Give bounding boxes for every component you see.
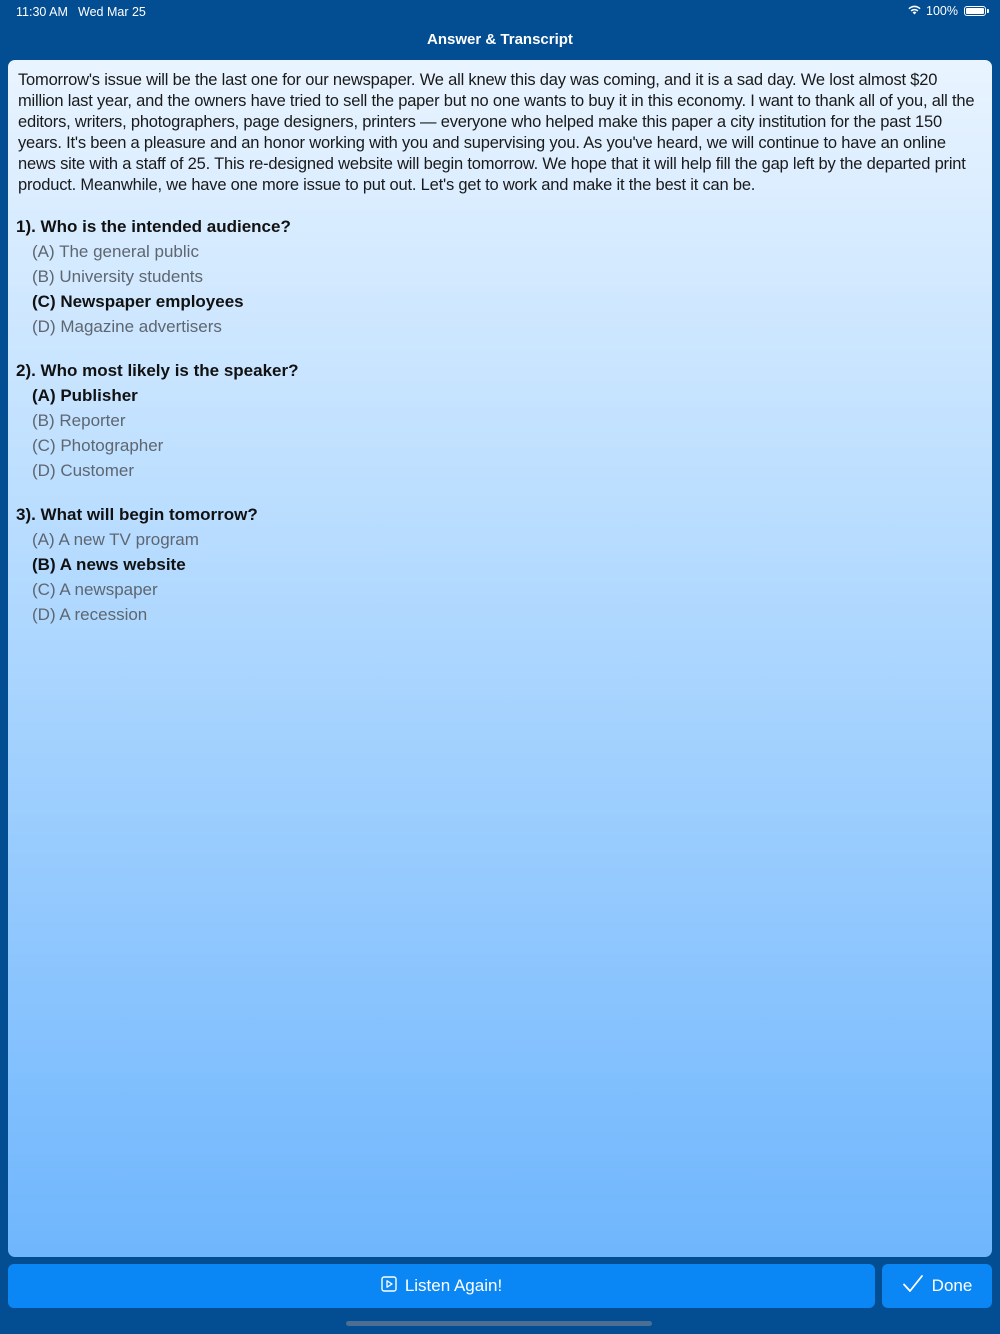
status-time: 11:30 AM bbox=[16, 5, 68, 19]
answer-option-correct: (B) A news website bbox=[32, 555, 186, 574]
question-list bbox=[18, 214, 982, 627]
battery-percent: 100% bbox=[926, 4, 958, 18]
question-block bbox=[18, 214, 982, 339]
status-indicators bbox=[907, 4, 986, 18]
question-text: 1). Who is the intended audience? bbox=[16, 217, 291, 236]
battery-icon bbox=[964, 6, 986, 16]
answer-option-correct: (C) Newspaper employees bbox=[32, 292, 244, 311]
question-text: 2). Who most likely is the speaker? bbox=[16, 361, 299, 380]
answer-panel[interactable] bbox=[8, 60, 992, 1257]
answer-option: (C) Photographer bbox=[32, 436, 164, 455]
answer-option: (B) Reporter bbox=[32, 411, 126, 430]
question-text: 3). What will begin tomorrow? bbox=[16, 505, 258, 524]
status-bar bbox=[0, 0, 1000, 24]
transcript-text: Tomorrow's issue will be the last one for our newspaper. We all knew this day was coming, and it is a sad day. We lost almost $20 million last year, and the owners have tried to sell the paper but no one wants to buy it in this economy. I want to thank all of you, all the editors, writers, photographers, page designers, printers — everyone who helped make this paper a city institution for the past 150 years. It's been a pleasure and an honor working with you and supervising you. As you've heard, we will continue to have an online news site with a staff of 25. This re-designed website will begin tomorrow. We hope that it will help fill the gap left by the departed print product. Meanwhile, we have one more issue to put out. Let's get to work and make it the best it can be. bbox=[18, 71, 975, 194]
listen-again-label: Listen Again! bbox=[404, 1276, 503, 1295]
status-date: Wed Mar 25 bbox=[78, 5, 146, 19]
wifi-icon bbox=[907, 4, 922, 18]
answer-option-correct: (A) Publisher bbox=[32, 386, 138, 405]
battery-fill bbox=[966, 8, 984, 14]
home-indicator bbox=[346, 1321, 652, 1326]
done-button[interactable] bbox=[882, 1264, 992, 1308]
listen-again-button[interactable] bbox=[8, 1264, 875, 1308]
done-label: Done bbox=[931, 1276, 973, 1295]
answer-option: (C) A newspaper bbox=[32, 580, 158, 599]
answer-option: (D) Magazine advertisers bbox=[32, 317, 222, 336]
answer-option: (B) University students bbox=[32, 267, 203, 286]
answer-option: (A) The general public bbox=[32, 242, 199, 261]
answer-option: (A) A new TV program bbox=[32, 530, 199, 549]
page-title: Answer & Transcript bbox=[427, 31, 573, 48]
answer-option: (D) Customer bbox=[32, 461, 135, 480]
answer-option: (D) A recession bbox=[32, 605, 148, 624]
question-block bbox=[18, 358, 982, 483]
play-square-icon bbox=[381, 1276, 397, 1297]
checkmark-icon bbox=[902, 1274, 924, 1299]
question-block bbox=[18, 502, 982, 627]
